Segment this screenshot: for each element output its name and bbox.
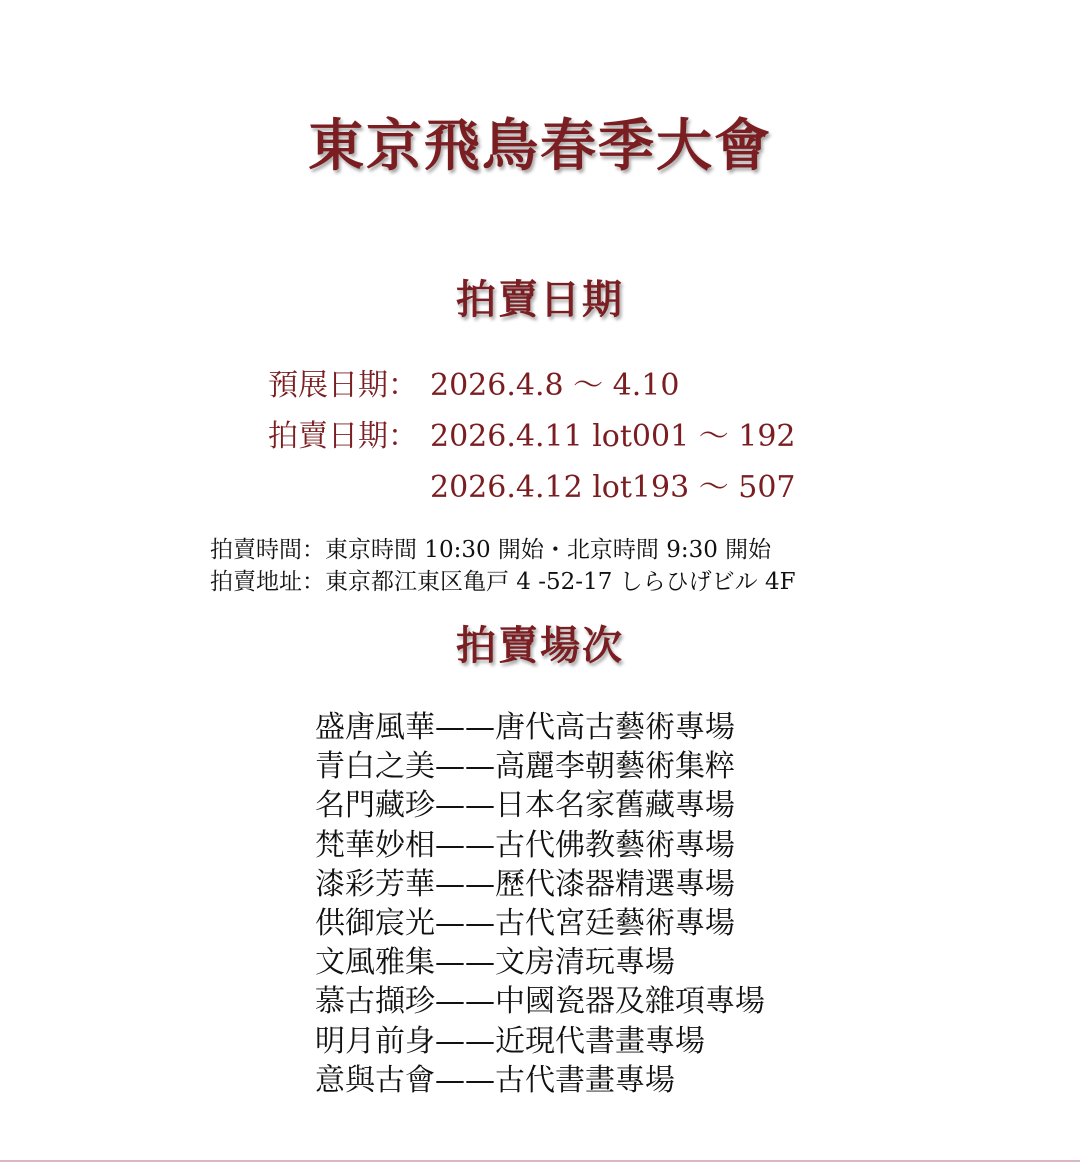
preview-date-value: 2026.4.8 ～ 4.10 xyxy=(430,368,680,403)
auction-time-info: 拍賣時間：東京時間 10:30 開始・北京時間 9:30 開始 xyxy=(210,537,772,563)
session-item: 漆彩芳華——歷代漆器精選專場 xyxy=(315,866,735,902)
session-item: 慕古擷珍——中國瓷器及雜項專場 xyxy=(315,984,765,1020)
session-item: 名門藏珍——日本名家舊藏專場 xyxy=(315,788,735,824)
auction-date-label: 拍賣日期： xyxy=(268,419,418,454)
auction-date-value-2: 2026.4.12 lot193 ～ 507 xyxy=(430,470,796,505)
preview-date-row xyxy=(268,360,679,404)
session-item: 盛唐風華——唐代高古藝術專場 xyxy=(315,710,735,745)
preview-date-label: 預展日期： xyxy=(268,368,418,403)
auction-date-row-2 xyxy=(430,462,796,506)
session-item: 文風雅集——文房清玩專場 xyxy=(315,945,675,981)
session-item: 明月前身——近現代書畫專場 xyxy=(315,1023,705,1059)
session-item: 供御宸光——古代宮廷藝術專場 xyxy=(315,905,735,941)
session-item: 青白之美——高麗李朝藝術集粹 xyxy=(315,749,735,785)
page-title: 東京飛鳥春季大會 xyxy=(308,113,772,179)
auction-dates-heading: 拍賣日期 xyxy=(456,276,624,323)
auction-sessions-heading: 拍賣場次 xyxy=(456,622,624,669)
auction-date-value-1: 2026.4.11 lot001 ～ 192 xyxy=(430,419,796,454)
session-item: 梵華妙相——古代佛教藝術專場 xyxy=(315,827,735,863)
auction-address-info: 拍賣地址：東京都江東区亀戸 4 -52-17 しらひげビル 4F xyxy=(210,569,796,595)
auction-date-row-1 xyxy=(268,411,796,455)
session-list xyxy=(315,708,765,1100)
session-item: 意與古會——古代書畫專場 xyxy=(315,1062,675,1098)
bottom-divider xyxy=(0,1160,1080,1162)
